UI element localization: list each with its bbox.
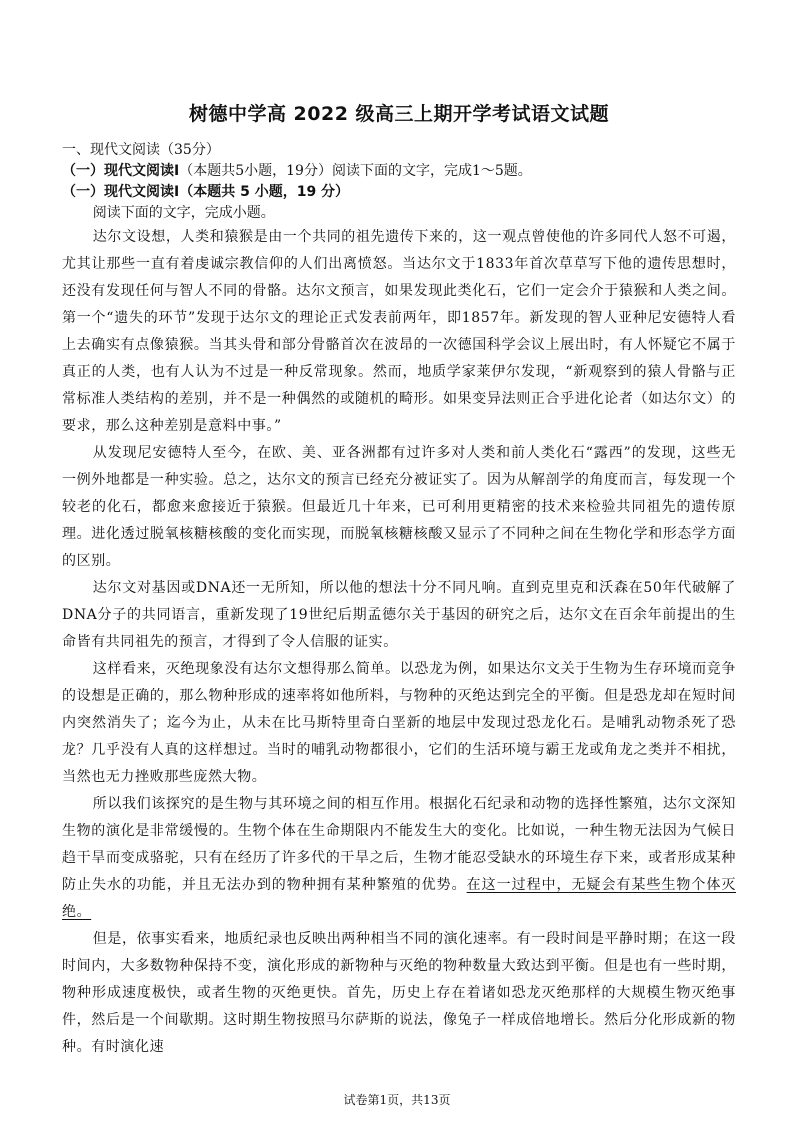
underlined-sentence: 在这一过程中，无疑会有某些生物个体灭绝。: [62, 877, 736, 920]
paragraph-2: 从发现尼安德特人至今，在欧、美、亚各洲都有过许多对人类和前人类化石“露西”的发现，这些无一例外地都是一种实验。总之，达尔文的预言已经充分被证实了。因为从解剖学的角度而言，每发现一个较老的化石，都愈来愈接近于猿猴。但最近几十年来，已可利用更精密的技术来检验共同祖先的遗传原理。进化透过脱氧核糖核酸的变化而实现，而脱氧核糖核酸又显示了不同种之间在生物化学和形态学方面的区别。: [62, 445, 736, 569]
paragraph-3: 达尔文对基因或DNA还一无所知，所以他的想法十分不同凡响。直到克里克和沃森在50年代破解了DNA分子的共同语言，重新发现了19世纪后期孟德尔关于基因的研究之后，达尔文在百余年前提出的生命皆有共同祖先的预言，才得到了令人信服的证实。: [62, 580, 736, 650]
page-title: 树德中学高 2022 级高三上期开学考试语文试题: [188, 103, 610, 125]
paragraph-4: 这样看来，灭绝现象没有达尔文想得那么简单。以恐龙为例，如果达尔文关于生物为生存环境而竞争的设想是正确的，那么物种形成的速率将如他所料，与物种的灭绝达到完全的平衡。但是恐龙却在短时间内突然消失了；迄今为止，从未在比马斯特里奇白垩新的地层中发现过恐龙化石。是哺乳动物杀死了恐龙？几乎没有人真的这样想过。当时的哺乳动物都很小，它们的生活环境与霸王龙或角龙之类并不相扰，当然也无力挫败那些庞然大物。: [62, 661, 736, 785]
paragraph-5: [62, 791, 736, 926]
page-footer: 试卷第1页，共13页: [343, 1093, 451, 1107]
subsection-heading-1: [62, 161, 736, 182]
subsection-heading-1-bold: （一）现代文阅读Ⅰ: [62, 163, 180, 179]
subsection-heading-1-rest: （本题共5小题，19分）阅读下面的文字，完成1～5题。: [179, 163, 532, 179]
section-heading: 一、现代文阅读（35分）: [62, 142, 220, 158]
paragraph-5-text: 所以我们该探究的是生物与其环境之间的相互作用。根据化石纪录和动物的选择性繁殖，达尔文深知生物的演化是非常缓慢的。生物个体在生命期限内不能发生大的变化。比如说，一种生物无法因为气候日趋干旱而变成骆驼，只有在经历了许多代的干旱之后，生物才能忍受缺水的环境生存下来，或者形成某种防止失水的功能，并且无法办到的物种拥有某种繁殖的优势。: [62, 796, 736, 893]
subsection-heading-2: （一）现代文阅读Ⅰ（本题共 5 小题，19 分）: [62, 184, 350, 200]
paragraph-6: 但是，依事实看来，地质纪录也反映出两种相当不同的演化速率。有一段时间是平静时期；在这一段时间内，大多数物种保持不变，演化形成的新物种与灭绝的物种数量大致达到平衡。但是也有一些时期，物种形成速度极快，或者生物的灭绝更快。首先，历史上存在着诸如恐龙灭绝那样的大规模生物灭绝事件，然后是一个间歇期。这时期生物按照马尔萨斯的说法，像兔子一样成倍地增长。然后分化形成新的物种。有时演化速: [62, 931, 736, 1055]
paragraph-1: 达尔文设想，人类和猿猴是由一个共同的祖先遗传下来的，这一观点曾使他的许多同代人怒不可遏，尤其让那些一直有着虔诚宗教信仰的人们出离愤怒。当达尔文于1833年首次草草写下他的遗传思想时，还没有发现任何与智人不同的骨骼。达尔文预言，如果发现此类化石，它们一定会介于猿猴和人类之间。第一个“遗失的环节”发现于达尔文的理论正式发表前两年，即1857年。新发现的智人亚种尼安德特人看上去确实有点像猿猴。当其头骨和部分骨骼首次在波昂的一次德国科学会议上展出时，有人怀疑它不属于真正的人类，也有人认为不过是一种反常现象。然而，地质学家莱伊尔发现，“新观察到的猿人骨骼与正常标准人类结构的差别，并不是一种偶然的或随机的畸形。如果变异法则正合乎进化论者（如达尔文）的要求，那么这种差别是意料中事。”: [62, 229, 736, 434]
reading-instruction: 阅读下面的文字，完成小题。: [92, 205, 275, 221]
